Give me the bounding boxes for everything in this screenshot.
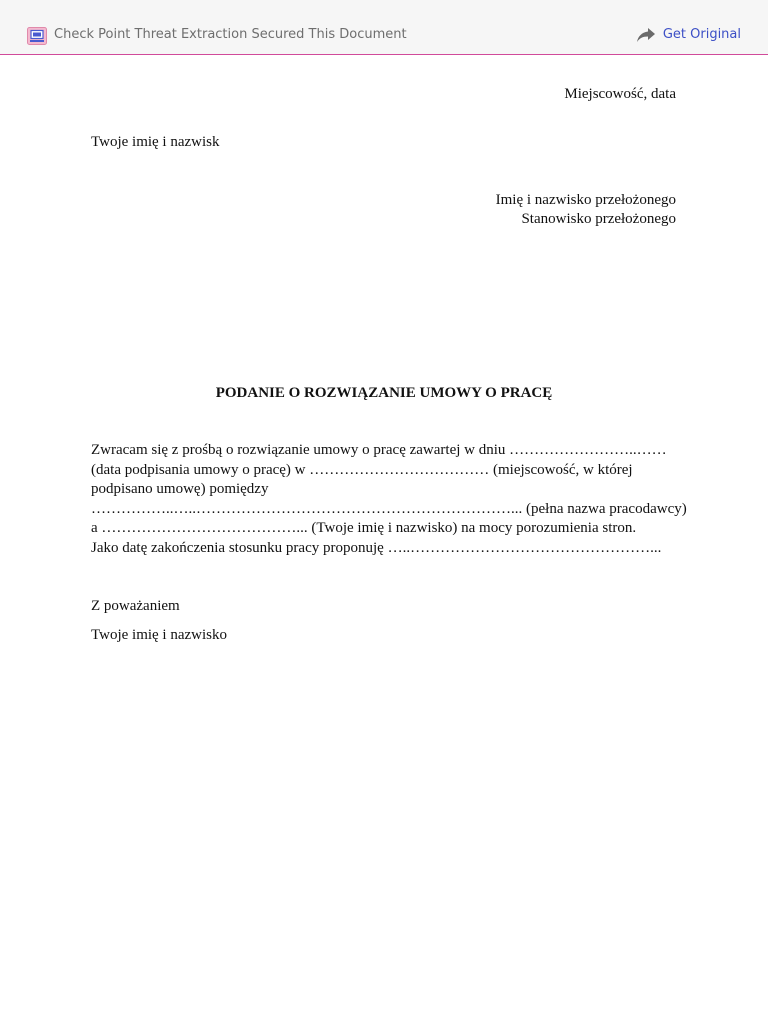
body-line: (data podpisania umowy o pracę) w ……………………………… (miejscowość, w której: [91, 461, 633, 478]
sender-name: Twoje imię i nazwisk: [91, 134, 220, 150]
recipient-name: Imię i nazwisko przełożonego: [495, 192, 676, 208]
threat-extraction-bar: [0, 0, 768, 55]
recipient-position: Stanowisko przełożonego: [521, 211, 676, 227]
body-line: Jako datę zakończenia stosunku pracy proponuję …..…………………………………………...: [91, 539, 662, 556]
body-paragraph: [91, 441, 687, 558]
body-line: Zwracam się z prośbą o rozwiązanie umowy o pracę zawartej w dniu ……………………..……: [91, 442, 667, 458]
document-title: PODANIE O ROZWIĄZANIE UMOWY O PRACĘ: [215, 385, 553, 401]
place-date: Miejscowość, data: [564, 86, 676, 102]
share-arrow-icon: [636, 27, 656, 43]
body-line: a …………………………………... (Twoje imię i nazwisko) na mocy porozumienia stron.: [91, 520, 637, 536]
closing: Z poważaniem: [91, 598, 180, 614]
signature: Twoje imię i nazwisko: [91, 627, 228, 643]
secured-notice-text: Check Point Threat Extraction Secured This Document: [54, 27, 407, 42]
body-line: ……………..…..………………………………………………………... (pełna nazwa pracodawcy): [91, 500, 687, 517]
checkpoint-monitor-icon: [27, 27, 47, 45]
get-original-button[interactable]: [636, 26, 741, 44]
document-page: [0, 56, 768, 1024]
get-original-label: Get Original: [662, 27, 741, 42]
body-line: podpisano umowę) pomiędzy: [91, 481, 269, 497]
